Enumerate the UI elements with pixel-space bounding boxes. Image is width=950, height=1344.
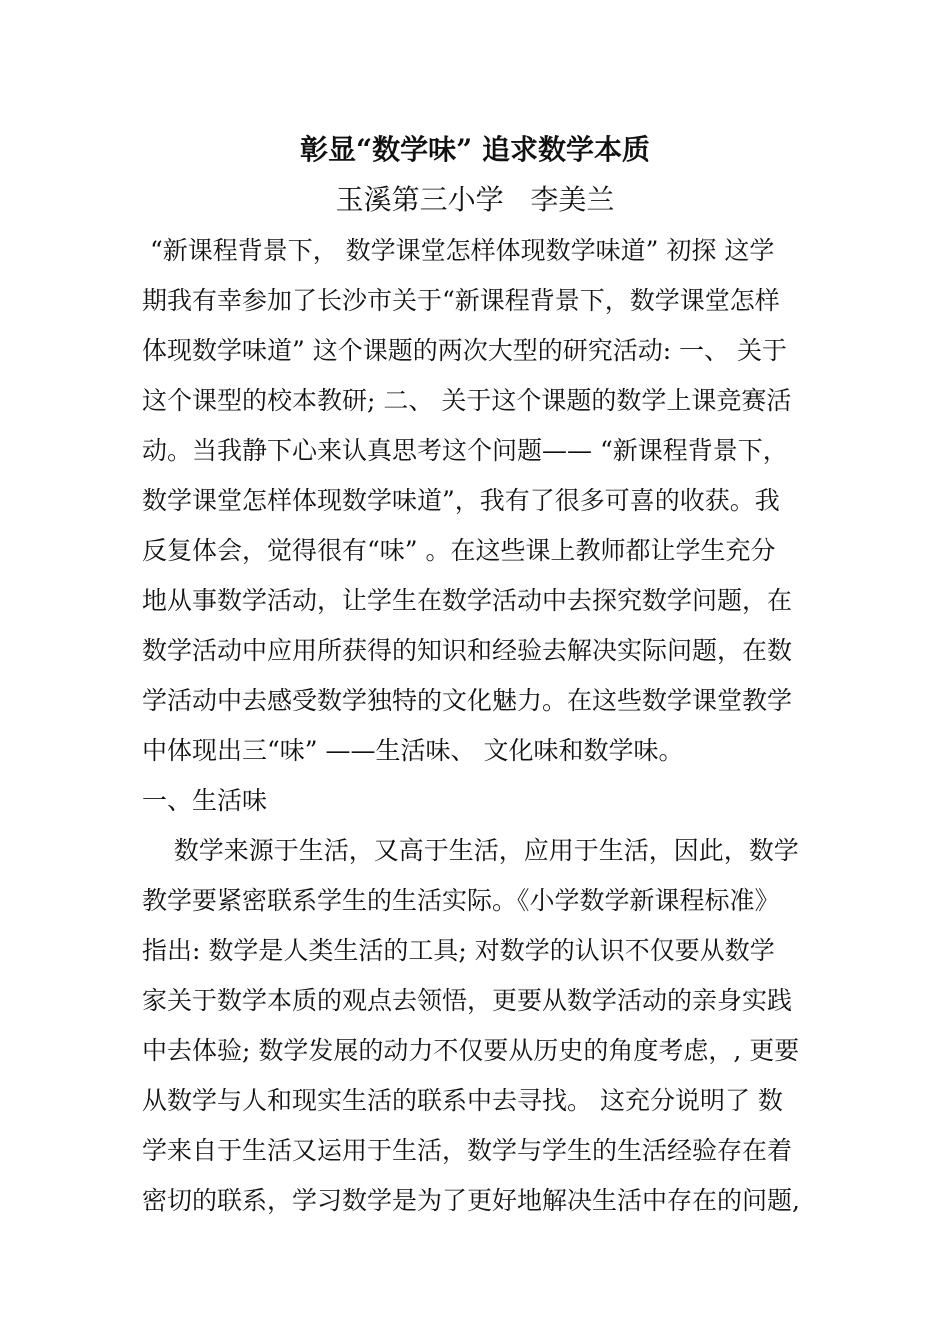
body-line: “新课程背景下， 数学课堂怎样体现数学味道” 初探 这学 [142,236,775,265]
body-line: 数学课堂怎样体现数学味道”，我有了很多可喜的收获。我 [142,486,780,515]
document-author: 玉溪第三小学 李美兰 [335,183,615,216]
body-line: 中体现出三“味” ——生活味、 文化味和数学味。 [142,736,684,765]
body-line: 数学活动中应用所获得的知识和经验去解决实际问题，在数 [142,636,793,665]
body-line: 教学要紧密联系学生的生活实际。《小学数学新课程标准》 [142,886,780,915]
body-line: 学活动中去感受数学独特的文化魅力。在这些数学课堂教学 [142,686,793,715]
body-line: 反复体会，觉得很有“味” 。在这些课上教师都让学生充分 [142,536,776,565]
body-line: 体现数学味道” 这个课题的两次大型的研究活动: 一、 关于 [142,336,788,365]
body-line: 这个课型的校本教研; 二、 关于这个课题的数学上课竞赛活 [142,386,792,415]
body-line: 指出: 数学是人类生活的工具; 对数学的认识不仅要从数学 [142,936,775,965]
body-line: 学来自于生活又运用于生活，数学与学生的生活经验存在着 [142,1136,793,1165]
body-line: 数学来源于生活，又高于生活，应用于生活，因此，数学 [142,836,799,865]
document-body [142,226,810,1226]
body-line: 家关于数学本质的观点去领悟，更要从数学活动的亲身实践 [142,986,793,1015]
body-line: 地从事数学活动，让学生在数学活动中去探究数学问题，在 [142,586,793,615]
section-heading: 一、生活味 [142,786,268,815]
body-line: 中去体验; 数学发展的动力不仅要从历史的角度考虑，, 更要 [142,1036,800,1065]
document-title: 彰显“数学味” 追求数学本质 [300,133,650,166]
body-line: 从数学与人和现实生活的联系中去寻找。 这充分说明了 数 [142,1086,783,1115]
body-line: 密切的联系，学习数学是为了更好地解决生活中存在的问题, [142,1186,800,1215]
body-line: 动。当我静下心来认真思考这个问题—— “新课程背景下， [142,436,788,465]
body-line: 期我有幸参加了长沙市关于“新课程背景下，数学课堂怎样 [142,286,780,315]
